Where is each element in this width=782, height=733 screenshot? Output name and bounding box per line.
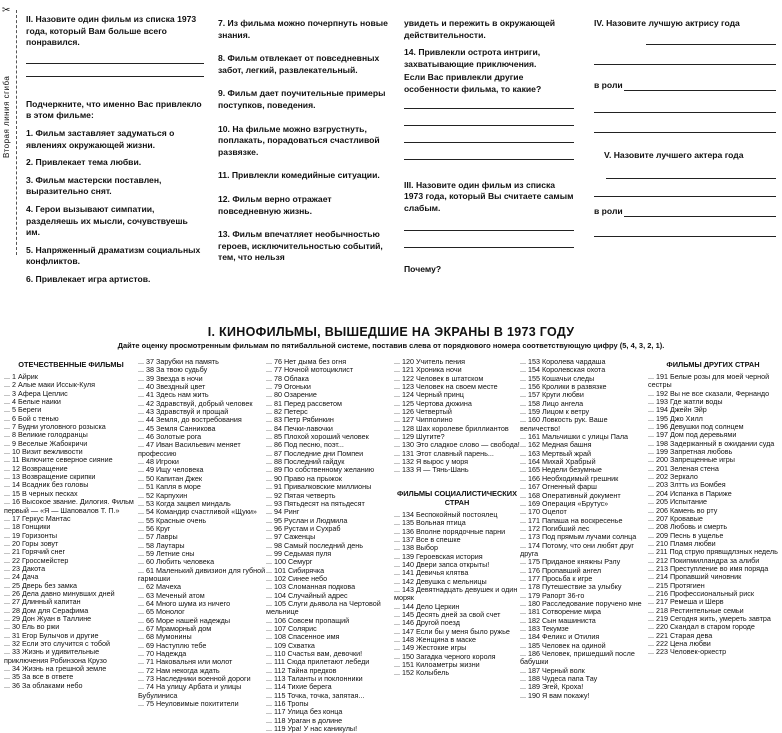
film-item[interactable]: ... 97 Саженцы: [266, 532, 316, 542]
film-item[interactable]: ... 77 Ночной мотоциклист: [266, 365, 354, 375]
film-item[interactable]: ... 27 Длинный капитан: [4, 597, 81, 607]
film-item[interactable]: ... 169 Операция «Брутус»: [520, 498, 609, 508]
answer-line[interactable]: [404, 159, 574, 160]
film-item[interactable]: ... 212 Покипмилландра за алиби: [648, 555, 760, 565]
film-list-domestic-1: [4, 358, 138, 690]
film-item[interactable]: ... 112 Тайна предков: [266, 665, 337, 675]
film-item[interactable]: ... 170 Оцелот: [520, 507, 567, 517]
film-item[interactable]: ... 90 Право на прыжок: [266, 473, 342, 483]
film-item[interactable]: ... 64 Много шума из ничего: [138, 598, 231, 608]
film-item[interactable]: ... 81 Перед рассветом: [266, 398, 342, 408]
film-item[interactable]: ... 62 Мачеха: [138, 582, 181, 592]
film-item[interactable]: ... 126 Четвертый: [394, 407, 452, 417]
film-item[interactable]: ... 178 Путешествие за улыбку: [520, 582, 622, 592]
film-item[interactable]: ... 183 Текумзе: [520, 624, 569, 633]
film-item[interactable]: ... 174 Потому, что они любят друг друга: [520, 540, 635, 558]
film-item[interactable]: ... 120 Учитель пения: [394, 357, 465, 366]
film-item[interactable]: ... 127 Чипполино: [394, 415, 453, 425]
question-4-heading: IV. Назовите лучшую актрису года: [594, 18, 740, 28]
answer-line[interactable]: [404, 108, 574, 109]
film-item[interactable]: ... 13 Возвращение скрипки: [4, 472, 96, 482]
film-item[interactable]: ... 153 Королева чардаша: [520, 357, 606, 366]
film-item[interactable]: ... 147 Если бы у меня было ружье: [394, 626, 510, 636]
film-item[interactable]: ... 222 Цена любви: [648, 639, 711, 648]
actress-name-line[interactable]: [646, 44, 776, 45]
fold-label: Вторая линия сгиба: [2, 75, 11, 158]
film-item[interactable]: ... 79 Огоньки: [266, 382, 311, 392]
reason-item-cont: увидеть и пережить в окружающей действительности.: [404, 18, 556, 40]
film-item[interactable]: ... 75 Неуловимые похитители: [138, 699, 239, 709]
film-item[interactable]: ... 202 Зеркало: [648, 472, 698, 482]
film-item[interactable]: ... 5 Береги: [4, 405, 42, 415]
film-item[interactable]: ... 168 Оперативный документ: [520, 490, 621, 500]
film-item[interactable]: ... 23 Дакота: [4, 563, 46, 573]
answer-line[interactable]: [404, 125, 574, 126]
role-line[interactable]: [624, 216, 776, 217]
film-list-domestic-2: [138, 358, 266, 708]
film-item[interactable]: ... 143 Девятнадцать девушек и один моряк: [394, 584, 518, 603]
role-label: в роли: [594, 206, 623, 216]
film-item[interactable]: ... 158 Лицо ангела: [520, 398, 584, 408]
film-item[interactable]: ... 133 Я — Тянь-Шань: [394, 465, 469, 475]
film-item[interactable]: ... 66 Море нашей надежды: [138, 615, 231, 625]
film-item[interactable]: ... 88 Последний гайдук: [266, 457, 345, 467]
film-list-socialist-2: [520, 358, 648, 700]
film-item[interactable]: ... 60 Любить человека: [138, 557, 215, 567]
film-item[interactable]: ... 179 Рапорт 36-го: [520, 590, 585, 600]
role-line[interactable]: [594, 236, 776, 237]
film-item[interactable]: ... 192 Вы не все сказали, Фернандо: [648, 388, 770, 398]
film-item[interactable]: ... 63 Меченый атом: [138, 590, 205, 600]
film-item[interactable]: ... 157 Круги любви: [520, 390, 584, 400]
film-item[interactable]: ... 82 Петерс: [266, 407, 308, 417]
film-item[interactable]: ... 95 Руслан и Людмила: [266, 515, 348, 525]
film-item[interactable]: ... 129 Шутите?: [394, 432, 445, 442]
film-item[interactable]: ... 30 Ель во ржи: [4, 622, 60, 632]
fold-line: [16, 10, 17, 255]
film-item[interactable]: ... 117 Улица без конца: [266, 707, 343, 717]
film-item[interactable]: ... 116 Тропы: [266, 699, 309, 709]
film-item[interactable]: ... 204 Испанка в Париже: [648, 488, 732, 498]
film-item[interactable]: ... 57 Лавры: [138, 532, 178, 542]
film-item[interactable]: ... 210 Пламя любви: [648, 538, 716, 548]
film-item[interactable]: ... 32 Если это случится с тобой: [4, 639, 110, 648]
film-item[interactable]: ... 144 Дело Церкин: [394, 601, 460, 611]
film-item[interactable]: ... 150 Загадка черного короля: [394, 651, 496, 661]
film-item[interactable]: ... 22 Гроссмейстер: [4, 555, 69, 565]
film-item[interactable]: ... 172 Погибший лес: [520, 523, 590, 533]
film-item[interactable]: ... 98 Самый последний день: [266, 540, 363, 550]
answer-line[interactable]: [404, 230, 574, 231]
film-item[interactable]: ... 132 Я вырос у моря: [394, 457, 469, 467]
film-item[interactable]: ... 53 Когда зацвел миндаль: [138, 498, 231, 508]
film-item[interactable]: ... 96 Рустам и Сухраб: [266, 523, 341, 533]
reason-item[interactable]: 6. Привлекает игра артистов.: [26, 273, 151, 284]
reason-item[interactable]: 2. Привлекает тема любви.: [26, 157, 142, 168]
film-item[interactable]: ... 72 Нам некогда ждать: [138, 665, 220, 675]
film-item[interactable]: ... 51 Капля в море: [138, 482, 201, 492]
film-item[interactable]: ... 102 Синее небо: [266, 573, 328, 583]
film-item[interactable]: ... 4 Белые наики: [4, 397, 61, 407]
film-item[interactable]: ... 217 Ремеша и Шерв: [648, 597, 724, 607]
film-item[interactable]: ... 7 Будни уголовного розыска: [4, 422, 106, 432]
film-item[interactable]: ... 93 Пятьдесят на пятьдесят: [266, 498, 365, 508]
film-item[interactable]: ... 184 Феликс и Отилия: [520, 632, 600, 642]
reason-item[interactable]: 1. Фильм заставляет задуматься о явлениях окружающей жизни.: [26, 127, 175, 150]
film-item[interactable]: ... 68 Мумонины: [138, 632, 192, 642]
role-line[interactable]: [624, 90, 776, 91]
film-item[interactable]: ... 10 Визит вежливости: [4, 447, 83, 457]
film-item[interactable]: ... 33 Жизнь и удивительные приключения Робинзона Крузо: [4, 647, 107, 665]
answer-line[interactable]: [404, 142, 574, 143]
film-item[interactable]: ... 136 Вполне порядочные парни: [394, 526, 506, 536]
film-item[interactable]: ... 124 Черный принц: [394, 390, 464, 400]
film-item[interactable]: ... 87 Последние дни Помпеи: [266, 448, 364, 458]
reason-item[interactable]: 14. Привлекли острота интриги, захватывающие приключения.: [404, 47, 541, 69]
film-item[interactable]: ... 167 Огненный фарш: [520, 482, 597, 492]
film-item[interactable]: ... 67 Мраморный дом: [138, 624, 212, 633]
film-item[interactable]: ... 34 Жизнь на грешной земле: [4, 664, 107, 674]
film-item[interactable]: ... 37 Зарубки на память: [138, 357, 219, 366]
film-item[interactable]: ... 92 Пятая четверть: [266, 490, 336, 500]
film-item[interactable]: ... 197 Дом под деревьями: [648, 430, 737, 440]
film-item[interactable]: ... 206 Камень во рту: [648, 505, 718, 515]
film-item[interactable]: ... 188 Чудеса папа Тау: [520, 674, 598, 684]
film-item[interactable]: ... 74 На улицу Арбата и улицы Бубулиниса: [138, 682, 242, 700]
film-item[interactable]: ... 8 Великие голодранцы: [4, 430, 88, 440]
film-item[interactable]: ... 121 Хроника ночи: [394, 365, 462, 375]
film-item[interactable]: ... 166 Необходимый грешник: [520, 473, 619, 483]
film-item[interactable]: ... 221 Старая дева: [648, 630, 713, 640]
film-item[interactable]: ... 104 Случайный адрес: [266, 590, 348, 600]
underline-intro: Подчеркните, что именно Вас привлекло в этом фильме:: [26, 98, 202, 121]
film-item[interactable]: ... 194 Джейн Эйр: [648, 405, 707, 415]
film-item[interactable]: ... 85 Плохой хороший человек: [266, 432, 369, 442]
film-item[interactable]: ... 105 Слуги дьявола на Чертовой мельнице: [266, 598, 381, 617]
film-item[interactable]: ... 145 Десять дней за свой счет: [394, 609, 501, 619]
question-3-heading: III. Назовите один фильм из списка 1973 года, который Вы считаете самым слабым.: [404, 179, 574, 213]
film-item[interactable]: ... 137 Все в спешке: [394, 534, 461, 544]
film-item[interactable]: ... 2 Алые маки Иссык-Куля: [4, 380, 95, 390]
film-item[interactable]: ... 47 Иван Васильевич меняет профессию: [138, 440, 241, 458]
film-item[interactable]: ... 83 Петр Рябинкин: [266, 415, 334, 425]
film-item[interactable]: ... 138 Выбор: [394, 543, 439, 553]
film-item[interactable]: ... 50 Капитан Джек: [138, 473, 203, 483]
film-item[interactable]: ... 12 Возвращение: [4, 463, 68, 473]
film-item[interactable]: ... 6 Бой с тенью: [4, 413, 59, 423]
film-item[interactable]: ... 187 Черный волк: [520, 665, 585, 675]
film-item[interactable]: ... 152 Колыбель: [394, 668, 450, 678]
film-item[interactable]: ... 110 Счастья вам, девочки!: [266, 649, 363, 659]
film-item[interactable]: ... 177 Просьба к игре: [520, 573, 593, 583]
film-item[interactable]: ... 58 Лаутары: [138, 540, 185, 550]
film-item[interactable]: ... 154 Королевская охота: [520, 365, 606, 375]
film-item[interactable]: ... 86 Под песню, поэт...: [266, 440, 344, 450]
film-item[interactable]: ... 142 Девушка с мельницы: [394, 576, 487, 586]
film-item[interactable]: ... 46 Золотые рога: [138, 432, 202, 442]
film-item[interactable]: ... 43 Здравствуй и прощай: [138, 407, 229, 417]
film-item[interactable]: ... 207 Кровавые: [648, 513, 703, 523]
other-reasons-prompt: Если Вас привлекли другие особенности фильма, то какие?: [404, 72, 542, 94]
film-item[interactable]: ... 216 Профессиональный риск: [648, 588, 755, 598]
film-item[interactable]: ... 80 Озарение: [266, 390, 317, 400]
film-item[interactable]: ... 185 Человек на одиной: [520, 640, 606, 650]
film-item[interactable]: ... 26 Дела давно минувших дней: [4, 588, 115, 598]
film-item[interactable]: ... 181 Сотворение мира: [520, 607, 601, 617]
film-item[interactable]: ... 1 Айрик: [4, 372, 38, 381]
film-item[interactable]: ... 16 Высокое звание. Дилогия. Фильм первый — «Я — Шаповалов Т. П.»: [4, 497, 134, 515]
reason-item[interactable]: 13. Фильм впечатляет необычностью героев, исключительностью событий, тем, что нельзя: [218, 229, 383, 263]
film-item[interactable]: ... 139 Героевская история: [394, 551, 483, 561]
film-item[interactable]: ... 119 Ура! У нас каникулы!: [266, 724, 358, 733]
film-item[interactable]: ... 115 Точка, точка, запятая...: [266, 690, 365, 700]
film-item[interactable]: ... 59 Летние сны: [138, 548, 195, 558]
film-item[interactable]: ... 141 Девичья клятва: [394, 568, 469, 578]
question-2-block: [26, 14, 204, 292]
film-item[interactable]: ... 209 Песнь в ущелье: [648, 530, 724, 540]
film-item[interactable]: ... 175 Приданое княжны Рэлу: [520, 557, 621, 567]
answer-line[interactable]: [404, 247, 574, 248]
list-title-other: ФИЛЬМЫ ДРУГИХ СТРАН: [666, 360, 760, 369]
film-item[interactable]: ... 70 Надежда: [138, 649, 187, 659]
question-3-block: [404, 18, 574, 282]
actress-name-line[interactable]: [594, 64, 776, 65]
actors-block: [594, 18, 776, 258]
film-item[interactable]: ... 44 Земля, до востребования: [138, 415, 242, 425]
film-item[interactable]: ... 38 За твою судьбу: [138, 365, 208, 375]
film-item[interactable]: ... 215 Протягиен: [648, 580, 705, 590]
section-subtitle: Дайте оценку просмотренным фильмам по пятибалльной системе, поставив слева от порядкового номера соответствующую цифру (5, 4, 3, 2, 1).: [117, 341, 665, 350]
reason-item[interactable]: 8. Фильм отвлекает от повседневных забот, легкий, развлекательный.: [218, 53, 380, 75]
film-item[interactable]: ... 140 Двери запса открыты!: [394, 559, 490, 569]
film-item[interactable]: ... 99 Седьмая пуля: [266, 548, 332, 558]
role-line[interactable]: [594, 132, 776, 133]
film-item[interactable]: ... 101 Сибирячка: [266, 565, 325, 575]
film-list-domestic-3: [266, 358, 394, 733]
film-item[interactable]: ... 39 Звезда в ночи: [138, 373, 203, 383]
film-item[interactable]: ... 198 Задержанный в ожидании суда: [648, 438, 775, 448]
film-item[interactable]: ... 25 Дверь без замка: [4, 580, 78, 590]
film-item[interactable]: ... 131 Этот славный парень...: [394, 448, 494, 458]
film-item[interactable]: ... 165 Недели безумные: [520, 465, 602, 475]
film-item[interactable]: ... 108 Спасенное имя: [266, 632, 340, 642]
film-item[interactable]: ... 11 Включите северное сияние: [4, 455, 113, 465]
film-item[interactable]: ... 148 Женщина в маске: [394, 634, 476, 644]
film-item[interactable]: ... 42 Здравствуй, добрый человек: [138, 398, 253, 408]
film-item[interactable]: ... 186 Человек, пришедший после бабушки: [520, 649, 635, 667]
reason-item[interactable]: 4. Герои вызывают симпатии, разделяешь их мысли, сочувствуешь им.: [26, 203, 188, 238]
film-item[interactable]: ... 195 Джо Хилл: [648, 413, 703, 423]
film-item[interactable]: ... 41 Здесь нам жить: [138, 390, 209, 400]
film-item[interactable]: ... 14 Всадник без головы: [4, 480, 89, 490]
film-item[interactable]: ... 190 Я вам покажу!: [520, 690, 590, 700]
reason-item[interactable]: 12. Фильм верно отражает повседневную жизнь.: [218, 193, 332, 216]
film-item[interactable]: ... 214 Пропавший чиновник: [648, 572, 742, 582]
film-item[interactable]: ... 182 Сын машиниста: [520, 615, 596, 625]
film-item[interactable]: ... 56 Круг: [138, 523, 171, 533]
film-item[interactable]: ... 21 Горячий снег: [4, 547, 66, 557]
film-item[interactable]: ... 49 Ищу человека: [138, 465, 204, 475]
film-item[interactable]: ... 84 Печки-лавочки: [266, 423, 333, 433]
list-title-socialist: ФИЛЬМЫ СОЦИАЛИСТИЧЕСКИХ СТРАН: [396, 488, 518, 507]
film-item[interactable]: ... 211 Под струю прявшдлзных недель: [648, 547, 778, 557]
film-item[interactable]: ... 35 За все в ответе: [4, 672, 74, 682]
film-item[interactable]: ... 161 Мальчишки с улицы Пала: [520, 432, 629, 442]
question-2-heading: II. Назовите один фильм из списка 1973 года, который Вам больше всего понравился.: [26, 14, 197, 48]
film-item[interactable]: ... 123 Человек на своем месте: [394, 382, 498, 392]
film-item[interactable]: ... 9 Веселые Жабокричи: [4, 438, 88, 448]
actor-name-line[interactable]: [594, 196, 776, 197]
film-item[interactable]: ... 122 Человек в штатском: [394, 373, 484, 383]
reason-item[interactable]: 9. Фильм дает поучительные примеры поступков, поведения.: [218, 88, 386, 110]
film-item[interactable]: ... 65 Монолог: [138, 607, 185, 617]
film-item[interactable]: ... 89 По собственному желанию: [266, 465, 375, 475]
film-item[interactable]: ... 128 Шах королеве бриллиантов: [394, 423, 509, 433]
actor-name-line[interactable]: [606, 178, 776, 179]
film-item[interactable]: ... 103 Сломанная подкова: [266, 582, 356, 592]
film-item[interactable]: ... 69 Наступлю тебе: [138, 640, 207, 650]
reason-list: [26, 128, 204, 286]
film-item[interactable]: ... 52 Карпухин: [138, 490, 188, 500]
film-item[interactable]: ... 107 Солярис: [266, 624, 317, 633]
film-item[interactable]: ... 111 Сюда прилетают лебеди: [266, 657, 370, 667]
film-item[interactable]: ... 208 Любовь и смерть: [648, 522, 728, 532]
film-item[interactable]: ... 118 Ураган в долине: [266, 715, 343, 725]
film-item[interactable]: ... 218 Рестинтельные семьи: [648, 605, 744, 615]
scissor-icon: ✂: [2, 5, 11, 16]
film-item[interactable]: ... 28 Дом для Серафима: [4, 605, 89, 615]
film-item[interactable]: ... 20 Горы зовут: [4, 538, 59, 548]
film-item[interactable]: ... 114 Тихие берега: [266, 682, 332, 692]
film-item[interactable]: ... 45 Земля Санникова: [138, 423, 216, 433]
film-item[interactable]: ... 71 Наковальня или молот: [138, 657, 233, 667]
film-item[interactable]: ... 149 Жестокие игры: [394, 643, 467, 653]
film-item[interactable]: ... 94 Ринг: [266, 507, 300, 517]
reason-item[interactable]: 7. Из фильма можно почерпнуть новые знания.: [218, 18, 388, 40]
film-item[interactable]: ... 134 Беспокойный постоялец: [394, 509, 498, 519]
film-item[interactable]: ... 205 Испытание: [648, 497, 707, 507]
film-item[interactable]: ... 213 Преступление во имя поряда: [648, 563, 769, 573]
film-item[interactable]: ... 200 Запрещенные игры: [648, 455, 735, 465]
film-item[interactable]: ... 40 Звездный цвет: [138, 382, 206, 392]
film-item[interactable]: ... 196 Девушки под солнцем: [648, 422, 744, 432]
film-item[interactable]: ... 220 Скандал в старом городе: [648, 622, 755, 632]
film-item[interactable]: ... 193 Где жатли воды: [648, 397, 723, 407]
film-item[interactable]: ... 15 В черных песках: [4, 488, 78, 498]
film-item[interactable]: ... 29 Дон Жуан в Таллине: [4, 613, 92, 623]
film-item[interactable]: ... 17 Геркус Мантас: [4, 513, 71, 523]
film-item[interactable]: ... 55 Красные очень: [138, 515, 207, 525]
film-item[interactable]: ... 76 Нет дыма без огня: [266, 357, 347, 366]
question-5-heading: V. Назовите лучшего актера года: [604, 150, 744, 160]
film-item[interactable]: ... 130 Это сладкое слово — свобода!: [394, 440, 520, 450]
film-item[interactable]: ... 24 Дача: [4, 572, 39, 582]
film-item[interactable]: ... 163 Мертвый жрай: [520, 448, 591, 458]
film-item[interactable]: ... 73 Наследники военной дороги: [138, 674, 251, 684]
section-title: I. КИНОФИЛЬМЫ, ВЫШЕДШИЕ НА ЭКРАНЫ В 1973 ГОДУ: [207, 325, 575, 339]
film-item[interactable]: ... 156 Кролики в развязке: [520, 382, 607, 392]
film-item[interactable]: ... 106 Совсем пропащий: [266, 615, 350, 625]
film-item[interactable]: ... 173 Под прямым лучами солнца: [520, 532, 637, 542]
film-item[interactable]: ... 159 Лицом к ветру: [520, 407, 590, 417]
film-item[interactable]: ... 160 Ловкость рук. Ваше величество!: [520, 415, 608, 433]
film-item[interactable]: ... 189 Эгей, Кроха!: [520, 682, 584, 692]
film-item[interactable]: ... 100 Семург: [266, 557, 313, 567]
film-item[interactable]: ... 91 Привалковские миллионы: [266, 482, 372, 492]
film-item[interactable]: ... 199 Запретная любовь: [648, 447, 733, 457]
film-item[interactable]: ... 135 Вольная птица: [394, 518, 466, 528]
answer-line[interactable]: [26, 76, 204, 77]
film-item[interactable]: ... 191 Белые розы для моей черной сестры: [648, 372, 770, 390]
role-label: в роли: [594, 80, 623, 90]
why-label: Почему?: [404, 264, 442, 275]
film-item[interactable]: ... 54 Командир счастливой «Щуки»: [138, 507, 257, 517]
film-list-domestic-socialist: [394, 358, 520, 678]
reason-item[interactable]: 5. Напряженный драматизм социальных конфликтов.: [26, 244, 201, 267]
film-item[interactable]: ... 219 Сегодня жить, умереть завтра: [648, 613, 771, 623]
film-item[interactable]: ... 180 Расследование поручено мне: [520, 598, 642, 608]
film-item[interactable]: ... 48 Игроки: [138, 457, 179, 467]
film-item[interactable]: ... 78 Облака: [266, 373, 309, 383]
film-item[interactable]: ... 61 Маленький дивизион для губной гармошки: [138, 565, 266, 583]
film-list-other: [648, 358, 778, 657]
film-item[interactable]: ... 176 Пропавший ангел: [520, 565, 602, 575]
film-item[interactable]: ... 223 Человек-оркестр: [648, 647, 727, 657]
film-item[interactable]: ... 31 Егор Булычов и другие: [4, 630, 99, 640]
film-item[interactable]: ... 164 Михай Храбрый: [520, 457, 596, 467]
film-item[interactable]: ... 171 Папаша на воскресенье: [520, 515, 623, 525]
film-item[interactable]: ... 36 За облаками небо: [4, 680, 83, 690]
film-item[interactable]: ... 201 Зеленая стена: [648, 463, 719, 473]
role-line[interactable]: [594, 112, 776, 113]
film-item[interactable]: ... 125 Чертова дюжина: [394, 398, 472, 408]
film-item[interactable]: ... 203 Злтть из Бомбея: [648, 480, 726, 490]
film-item[interactable]: ... 19 Горизонты: [4, 530, 58, 540]
film-item[interactable]: ... 18 Гонщики: [4, 522, 51, 532]
reason-item[interactable]: 10. На фильме можно взгрустнуть, поплакать, порадоваться счастливой развязке.: [218, 123, 380, 157]
answer-line[interactable]: [26, 63, 204, 64]
film-item[interactable]: ... 155 Кошачьи следы: [520, 373, 595, 383]
film-item[interactable]: ... 151 Килоаметры жизни: [394, 660, 480, 669]
reason-item[interactable]: 11. Привлекли комедийные ситуации.: [218, 170, 380, 181]
film-item[interactable]: ... 109 Схватка: [266, 640, 315, 650]
film-item[interactable]: ... 146 Другой поезд: [394, 618, 460, 628]
reason-list-continued: [218, 18, 388, 270]
film-item[interactable]: ... 113 Таланты и поклонники: [266, 674, 363, 684]
list-title-domestic: ОТЕЧЕСТВЕННЫЕ ФИЛЬМЫ: [18, 360, 124, 369]
film-item[interactable]: ... 3 Афера Цеплис: [4, 388, 68, 398]
reason-item[interactable]: 3. Фильм мастерски поставлен, выразительно снят.: [26, 174, 162, 197]
film-item[interactable]: ... 162 Медная башня: [520, 440, 592, 450]
